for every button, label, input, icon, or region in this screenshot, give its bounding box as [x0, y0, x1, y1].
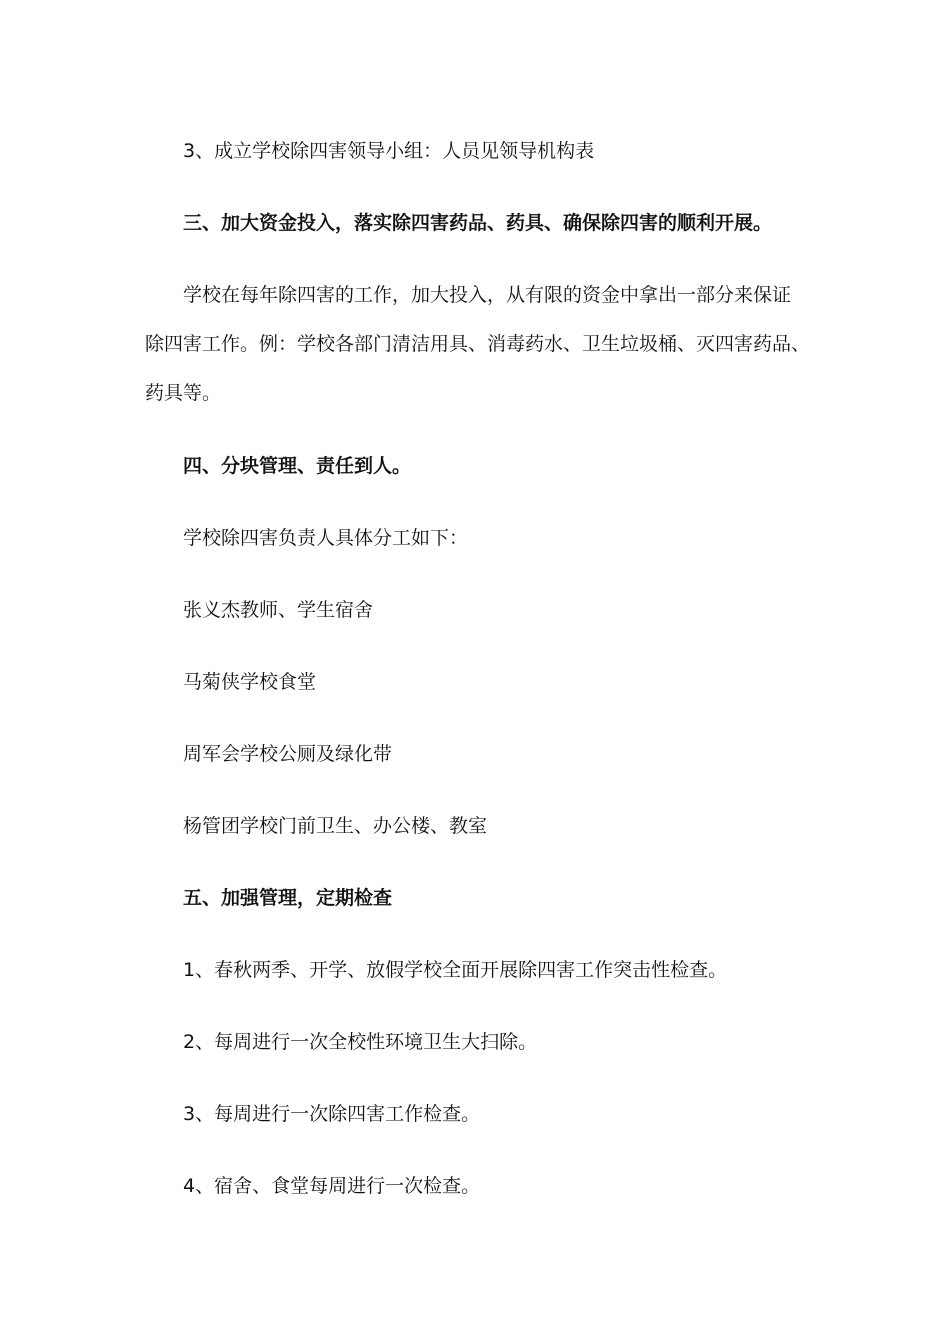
inspection-item: 1、春秋两季、开学、放假学校全面开展除四害工作突击性检查。: [183, 959, 728, 981]
section-3-heading: 三、加大资金投入，落实除四害药品、药具、确保除四害的顺利开展。: [183, 212, 773, 234]
inspection-item: 4、宿舍、食堂每周进行一次检查。: [183, 1175, 481, 1197]
assignment-item: 周军会学校公厕及绿化带: [183, 743, 393, 765]
assignment-item: 张义杰教师、学生宿舍: [183, 599, 374, 621]
assignment-item: 马菊侠学校食堂: [183, 671, 317, 693]
inspection-item: 3、每周进行一次除四害工作检查。: [183, 1103, 481, 1125]
section-5-heading: 五、加强管理，定期检查: [183, 887, 393, 909]
assignment-item: 杨管团学校门前卫生、办公楼、教室: [183, 815, 488, 837]
section-4-heading: 四、分块管理、责任到人。: [183, 455, 412, 477]
section-3-body-line-2: 除四害工作。例：学校各部门清洁用具、消毒药水、卫生垃圾桶、灭四害药品、: [145, 333, 811, 355]
item-3-leadership: 3、成立学校除四害领导小组：人员见领导机构表: [183, 140, 595, 162]
section-3-body-line-3: 药具等。: [145, 382, 222, 404]
inspection-item: 2、每周进行一次全校性环境卫生大扫除。: [183, 1031, 538, 1053]
section-4-intro: 学校除四害负责人具体分工如下：: [183, 527, 469, 549]
section-3-body-line-1: 学校在每年除四害的工作，加大投入，从有限的资金中拿出一部分来保证: [183, 284, 792, 306]
